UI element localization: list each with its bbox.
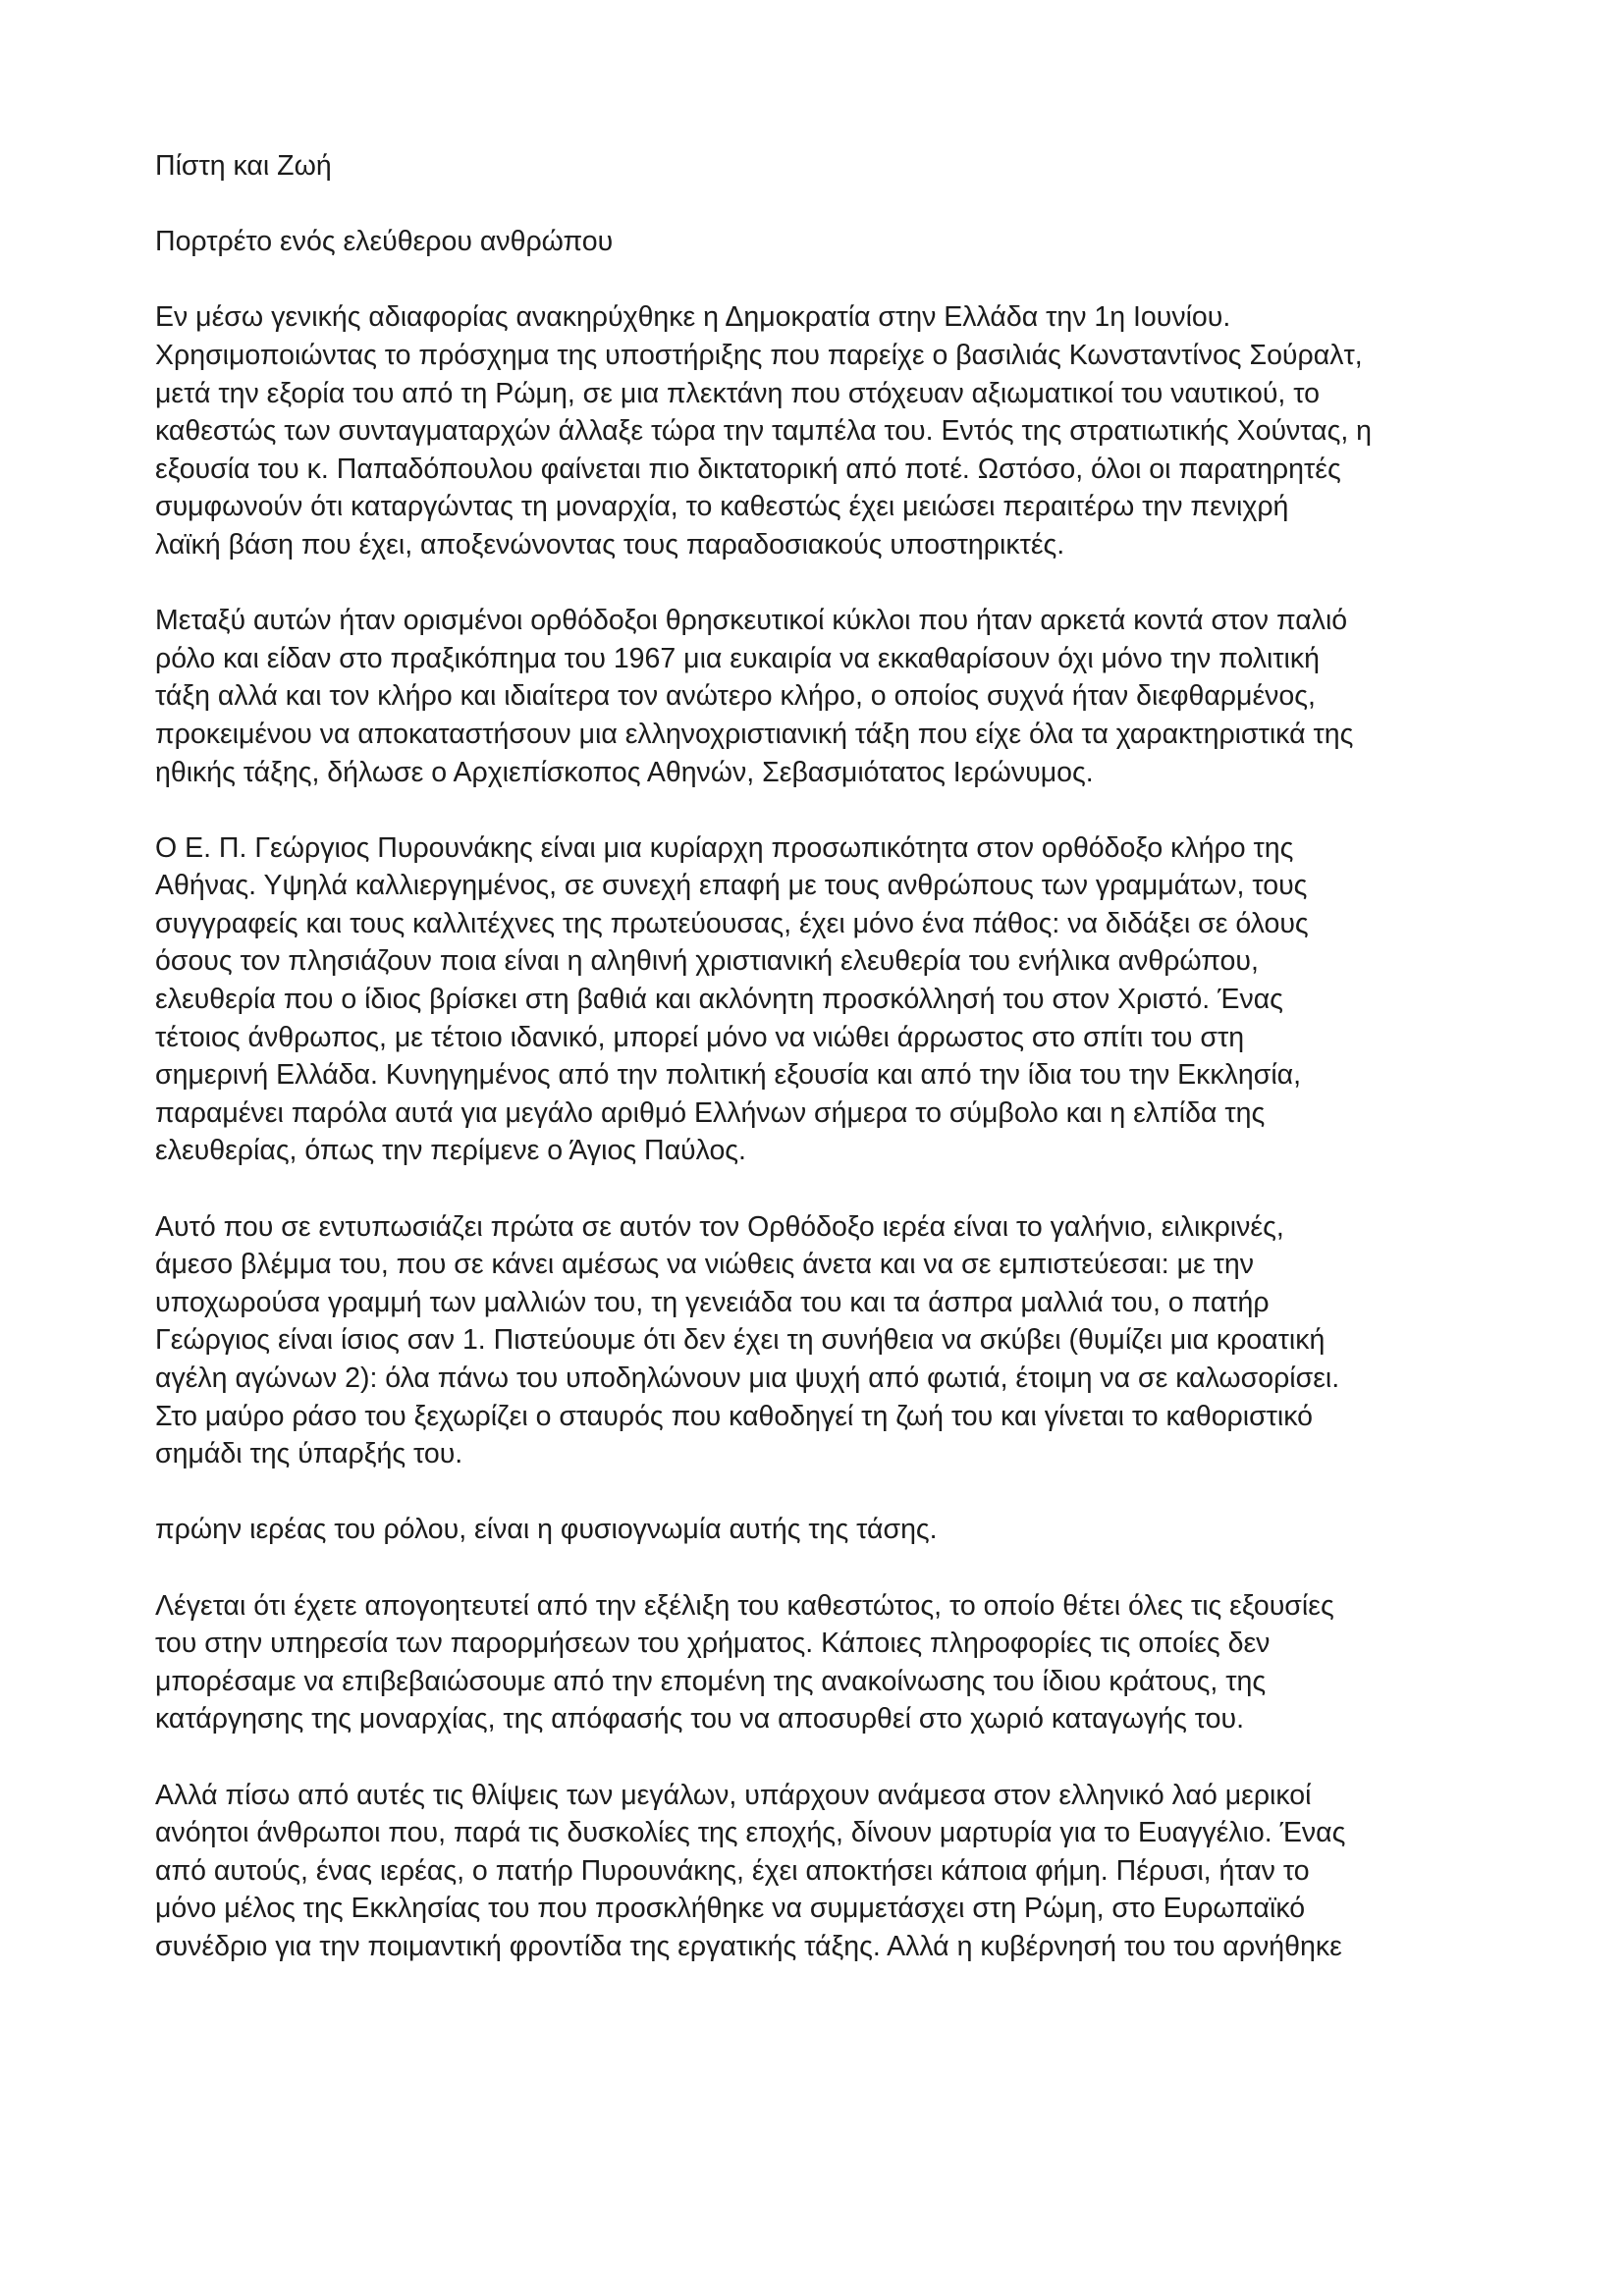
paragraph-line: από αυτούς, ένας ιερέας, ο πατήρ Πυρουνάκης, έχει αποκτήσει κάποια φήμη. Πέρυσι, ήταν το (155, 1854, 1310, 1887)
paragraph-line: υποχωρούσα γραμμή των μαλλιών του, τη γενειάδα του και τα άσπρα μαλλιά του, ο πατήρ (155, 1286, 1270, 1318)
paragraph-line: ελευθερίας, όπως την περίμενε ο Άγιος Παύλος. (155, 1135, 746, 1167)
paragraph-line: ελευθερία που ο ίδιος βρίσκει στη βαθιά και ακλόνητη προσκόλλησή του στον Χριστό. Ένας (155, 984, 1283, 1016)
paragraph-line: του στην υπηρεσία των παρορμήσεων του χρήματος. Κάποιες πληροφορίες τις οποίες δεν (155, 1628, 1271, 1660)
paragraph-line: αγέλη αγώνων 2): όλα πάνω του υποδηλώνουν μια ψυχή από φωτιά, έτοιμη να σε καλωσορίσει. (155, 1362, 1340, 1394)
paragraph-line: Λέγεται ότι έχετε απογοητευτεί από την εξέλιξη του καθεστώτος, το οποίο θέτει όλες τις εξουσίες (155, 1589, 1334, 1622)
paragraph-1 (155, 298, 1471, 563)
paragraph-line: Εν μέσω γενικής αδιαφορίας ανακηρύχθηκε η Δημοκρατία στην Ελλάδα την 1η Ιουνίου. (155, 301, 1231, 334)
paragraph-line: Ο Ε. Π. Γεώργιος Πυρουνάκης είναι μια κυρίαρχη προσωπικότητα στον ορθόδοξο κλήρο της (155, 831, 1294, 864)
paragraph-line: προκειμένου να αποκαταστήσουν μια ελληνοχριστιανική τάξη που είχε όλα τα χαρακτηριστικά της (155, 718, 1354, 750)
paragraph-line: όσους τον πλησιάζουν ποια είναι η αληθινή χριστιανική ελευθερία του ενήλικα ανθρώπου, (155, 945, 1259, 978)
paragraph-line: Στο μαύρο ράσο του ξεχωρίζει ο σταυρός που καθοδηγεί τη ζωή του και γίνεται το καθοριστικό (155, 1400, 1314, 1432)
paragraph-line: Χρησιμοποιώντας το πρόσχημα της υποστήριξης που παρείχε ο βασιλιάς Κωνσταντίνος Σούραλτ, (155, 339, 1363, 371)
paragraph-4 (155, 1208, 1471, 1473)
paragraph-line: σημερινή Ελλάδα. Κυνηγημένος από την πολιτική εξουσία και από την ίδια του την Εκκλησία, (155, 1059, 1302, 1092)
paragraph-line: συγγραφείς και τους καλλιτέχνες της πρωτεύουσας, έχει μόνο ένα πάθος: να διδάξει σε όλους (155, 907, 1309, 939)
paragraph-line: ηθικής τάξης, δήλωσε ο Αρχιεπίσκοπος Αθηνών, Σεβασμιότατος Ιερώνυμος. (155, 756, 1094, 788)
paragraph-line: τάξη αλλά και τον κλήρο και ιδιαίτερα τον ανώτερο κλήρο, ο οποίος συχνά ήταν διεφθαρμένος, (155, 680, 1316, 713)
paragraph-line: μετά την εξορία του από τη Ρώμη, σε μια πλεκτάνη που στόχευαν αξιωματικοί του ναυτικού, το (155, 377, 1320, 409)
paragraph-line: άμεσο βλέμμα του, που σε κάνει αμέσως να νιώθεις άνετα και να σε εμπιστεύεσαι: με την (155, 1249, 1254, 1281)
paragraph-line: εξουσία του κ. Παπαδόπουλου φαίνεται πιο δικτατορική από ποτέ. Ωστόσο, όλοι οι παρατηρητές (155, 453, 1341, 485)
paragraph-6 (155, 1587, 1471, 1738)
paragraph-line: πρώην ιερέας του ρόλου, είναι η φυσιογνωμία αυτής της τάσης. (155, 1514, 938, 1546)
paragraph-line: τέτοιος άνθρωπος, με τέτοιο ιδανικό, μπορεί μόνο να νιώθει άρρωστος στο σπίτι του στη (155, 1021, 1245, 1053)
paragraph-line: ρόλο και είδαν στο πραξικόπημα του 1967 μια ευκαιρία να εκκαθαρίσουν όχι μόνο την πολιτική (155, 642, 1320, 674)
paragraph-line: ανόητοι άνθρωποι που, παρά τις δυσκολίες της εποχής, δίνουν μαρτυρία για το Ευαγγέλιο. Ένας (155, 1817, 1346, 1849)
paragraph-line: Αυτό που σε εντυπωσιάζει πρώτα σε αυτόν τον Ορθόδοξο ιερέα είναι το γαλήνιο, ειλικρινές, (155, 1210, 1284, 1243)
document-subtitle: Πορτρέτο ενός ελεύθερου ανθρώπου (155, 226, 614, 258)
paragraph-line: παραμένει παρόλα αυτά για μεγάλο αριθμό Ελλήνων σήμερα το σύμβολο και η ελπίδα της (155, 1096, 1266, 1129)
paragraph-line: καθεστώς των συνταγματαρχών άλλαξε τώρα την ταμπέλα του. Εντός της στρατιωτικής Χούντας, η (155, 415, 1373, 448)
paragraph-line: συνέδριο για την ποιμαντική φροντίδα της εργατικής τάξης. Αλλά η κυβέρνησή του του αρνήθηκε (155, 1930, 1342, 1962)
paragraph-line: λαϊκή βάση που έχει, αποξενώνοντας τους παραδοσιακούς υποστηρικτές. (155, 528, 1065, 561)
paragraph-5 (155, 1511, 1471, 1549)
paragraph-line: Μεταξύ αυτών ήταν ορισμένοι ορθόδοξοι θρησκευτικοί κύκλοι που ήταν αρκετά κοντά στον παλιό (155, 605, 1348, 637)
paragraph-line: συμφωνούν ότι καταργώντας τη μοναρχία, το καθεστώς έχει μειώσει περαιτέρω την πενιχρή (155, 491, 1289, 523)
document-body (155, 147, 1471, 2003)
paragraph-line: Αθήνας. Υψηλά καλλιεργημένος, σε συνεχή επαφή με τους ανθρώπους των γραμμάτων, τους (155, 870, 1308, 902)
document-title: Πίστη και Ζωή (155, 150, 332, 182)
paragraph-line: Αλλά πίσω από αυτές τις θλίψεις των μεγάλων, υπάρχουν ανάμεσα στον ελληνικό λαό μερικοί (155, 1779, 1312, 1811)
paragraph-line: σημάδι της ύπαρξής του. (155, 1438, 463, 1470)
paragraph-line: κατάργησης της μοναρχίας, της απόφασής του να αποσυρθεί στο χωριό καταγωγής του. (155, 1703, 1245, 1735)
paragraph-line: μόνο μέλος της Εκκλησίας του που προσκλήθηκε να συμμετάσχει στη Ρώμη, στο Ευρωπαϊκό (155, 1893, 1306, 1925)
paragraph-line: Γεώργιος είναι ίσιος σαν 1. Πιστεύουμε ότι δεν έχει τη συνήθεια να σκύβει (θυμίζει μια κροατική (155, 1324, 1326, 1357)
paragraph-7 (155, 1777, 1471, 1966)
paragraph-3 (155, 829, 1471, 1170)
paragraph-2 (155, 602, 1471, 791)
paragraph-line: μπορέσαμε να επιβεβαιώσουμε από την επομένη της ανακοίνωσης του ίδιου κράτους, της (155, 1665, 1267, 1697)
